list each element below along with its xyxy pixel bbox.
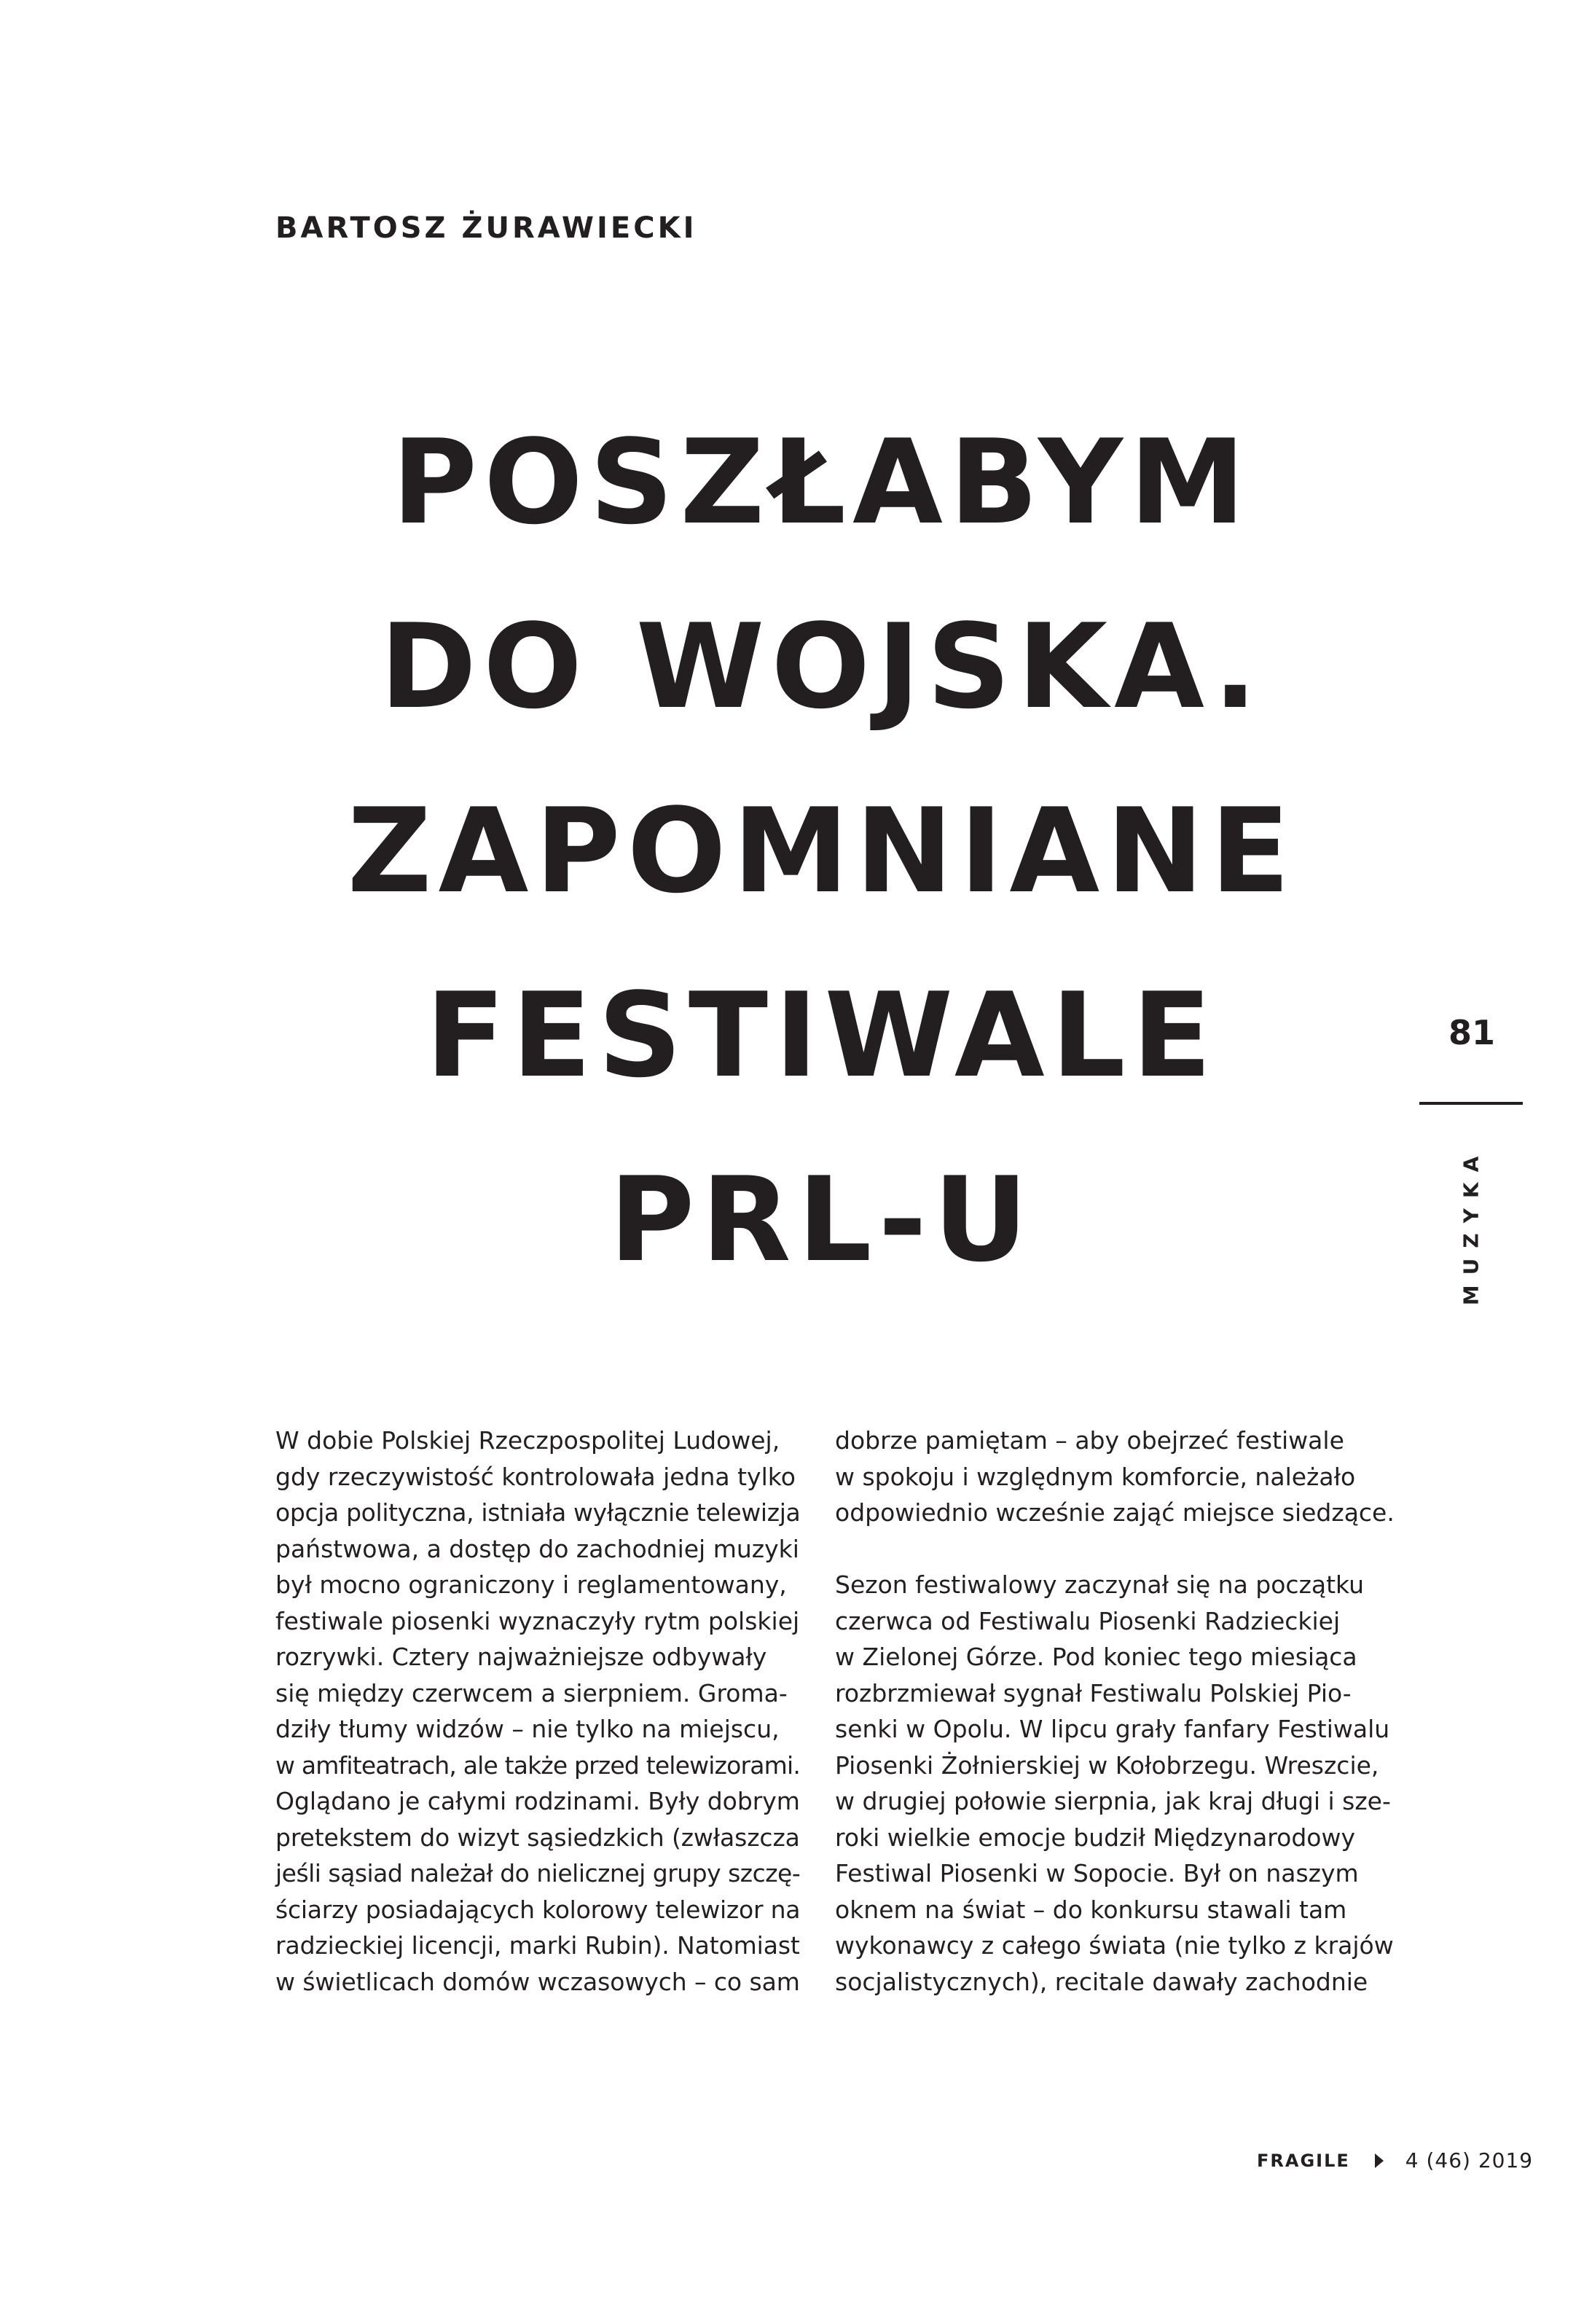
text-line: jeśli sąsiad należał do nielicznej grupy szczę- <box>275 1859 801 1887</box>
title-line: DO WOJSKA. <box>380 598 1264 735</box>
text-line: festiwale piosenki wyznaczyły rytm polskiej <box>275 1606 800 1635</box>
magazine-name: FRAGILE <box>1257 2150 1350 2171</box>
text-line: w Zielonej Górze. Pod koniec tego miesiąca <box>835 1643 1357 1671</box>
text-line: był mocno ograniczony i reglamentowany, <box>275 1570 787 1599</box>
footer <box>1257 2148 1533 2172</box>
text-line: Festiwal Piosenki w Sopocie. Był on naszym <box>835 1859 1359 1887</box>
text-column-right <box>835 1423 1395 2000</box>
text-line: państwowa, a dostęp do zachodniej muzyki <box>275 1534 799 1563</box>
text-line: W dobie Polskiej Rzeczpospolitej Ludowej, <box>275 1426 780 1455</box>
text-column-left <box>275 1423 800 2000</box>
right-triangle-icon <box>1375 2153 1384 2168</box>
article-title <box>275 390 1368 1312</box>
text-line: wykonawcy z całego świata (nie tylko z krajów <box>835 1931 1394 1960</box>
page-number: 81 <box>1448 1013 1495 1052</box>
issue-number: 4 (46) 2019 <box>1405 2148 1534 2172</box>
text-line: Sezon festiwalowy zaczynał się na początku <box>835 1570 1365 1599</box>
title-line: POSZŁABYM <box>391 414 1252 550</box>
text-line: senki w Opolu. W lipcu grały fanfary Festiwalu <box>835 1715 1390 1743</box>
author-name: BARTOSZ ŻURAWIECKI <box>275 211 697 245</box>
text-line: w spokoju i względnym komforcie, należało <box>835 1462 1356 1491</box>
text-line: dobrze pamiętam – aby obejrzeć festiwale <box>835 1426 1344 1455</box>
text-line: Piosenki Żołnierskiej w Kołobrzegu. Wreszcie, <box>835 1750 1379 1780</box>
title-line: FESTIWALE <box>426 967 1218 1103</box>
paragraph <box>835 1567 1394 2000</box>
text-line: odpowiednio wcześnie zająć miejsce siedzące. <box>835 1498 1395 1527</box>
text-line: oknem na świat – do konkursu stawali tam <box>835 1895 1347 1924</box>
title-line: ZAPOMNIANE <box>347 783 1297 919</box>
text-line: rozrywki. Cztery najważniejsze odbywały <box>275 1643 767 1671</box>
text-line: dziły tłumy widzów – nie tylko na miejscu, <box>275 1715 780 1743</box>
text-line: socjalistycznych), recitale dawały zachodnie <box>835 1967 1368 1996</box>
title-line: PRL-U <box>609 1151 1035 1288</box>
text-line: gdy rzeczywistość kontrolowała jedna tylko <box>275 1462 796 1491</box>
paragraph <box>835 1423 1395 1531</box>
page-number-divider <box>1419 1102 1523 1105</box>
text-line: czerwca od Festiwalu Piosenki Radzieckiej <box>835 1606 1341 1635</box>
text-line: radzieckiej licencji, marki Rubin). Natomiast <box>275 1931 800 1960</box>
text-line: roki wielkie emocje budził Międzynarodowy <box>835 1823 1355 1852</box>
paragraph-gap <box>835 1531 1360 1568</box>
section-label: MUZYKA <box>1459 1146 1483 1306</box>
text-line: ściarzy posiadających kolorowy telewizor na <box>275 1895 801 1924</box>
text-line: opcja polityczna, istniała wyłącznie telewizja <box>275 1498 801 1527</box>
text-line: w drugiej połowie sierpnia, jak kraj długi i sze- <box>835 1787 1391 1815</box>
text-line: się między czerwcem a sierpniem. Groma- <box>275 1678 788 1707</box>
text-line: w świetlicach domów wczasowych – co sam <box>275 1967 800 1996</box>
text-line: pretekstem do wizyt sąsiedzkich (zwłaszcza <box>275 1823 800 1852</box>
text-line: rozbrzmiewał sygnał Festiwalu Polskiej Pio- <box>835 1678 1352 1707</box>
text-line: w amfiteatrach, ale także przed telewizorami. <box>275 1750 800 1780</box>
text-line: Oglądano je całymi rodzinami. Były dobrym <box>275 1787 800 1815</box>
